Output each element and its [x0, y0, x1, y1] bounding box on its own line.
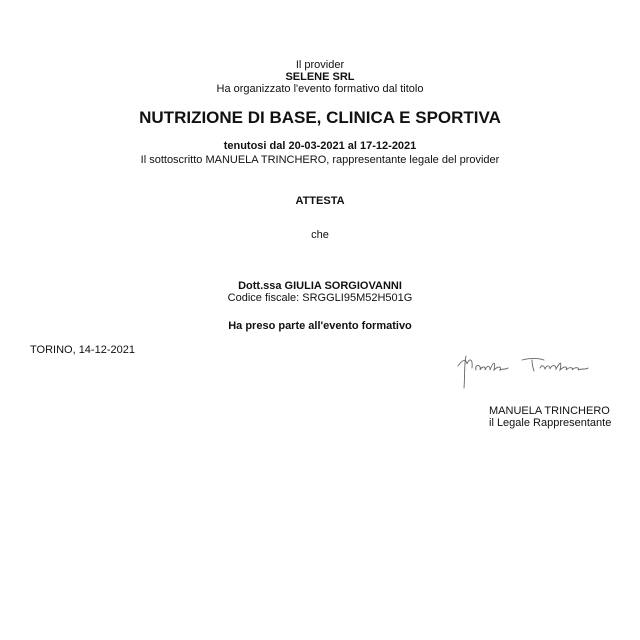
che-text: che: [311, 229, 329, 241]
undersigned-text: Il sottoscritto MANUELA TRINCHERO, rappresentante legale del provider: [140, 154, 500, 166]
signature-image: [452, 352, 597, 392]
event-dates: tenutosi dal 20-03-2021 al 17-12-2021: [223, 140, 417, 152]
provider-label: Il provider: [295, 59, 345, 71]
attesta-heading: ATTESTA: [295, 195, 345, 207]
place-date: TORINO, 14-12-2021: [30, 344, 135, 356]
signer-role: il Legale Rappresentante: [489, 417, 612, 429]
provider-name: SELENE SRL: [285, 71, 355, 83]
fiscal-code: Codice fiscale: SRGGLI95M52H501G: [227, 292, 413, 304]
participation-text: Ha preso parte all'evento formativo: [228, 320, 412, 332]
organized-text: Ha organizzato l'evento formativo dal titolo: [216, 83, 424, 95]
event-title: NUTRIZIONE DI BASE, CLINICA E SPORTIVA: [139, 108, 501, 127]
participant-name: Dott.ssa GIULIA SORGIOVANNI: [238, 280, 402, 292]
signer-name: MANUELA TRINCHERO: [489, 405, 610, 417]
